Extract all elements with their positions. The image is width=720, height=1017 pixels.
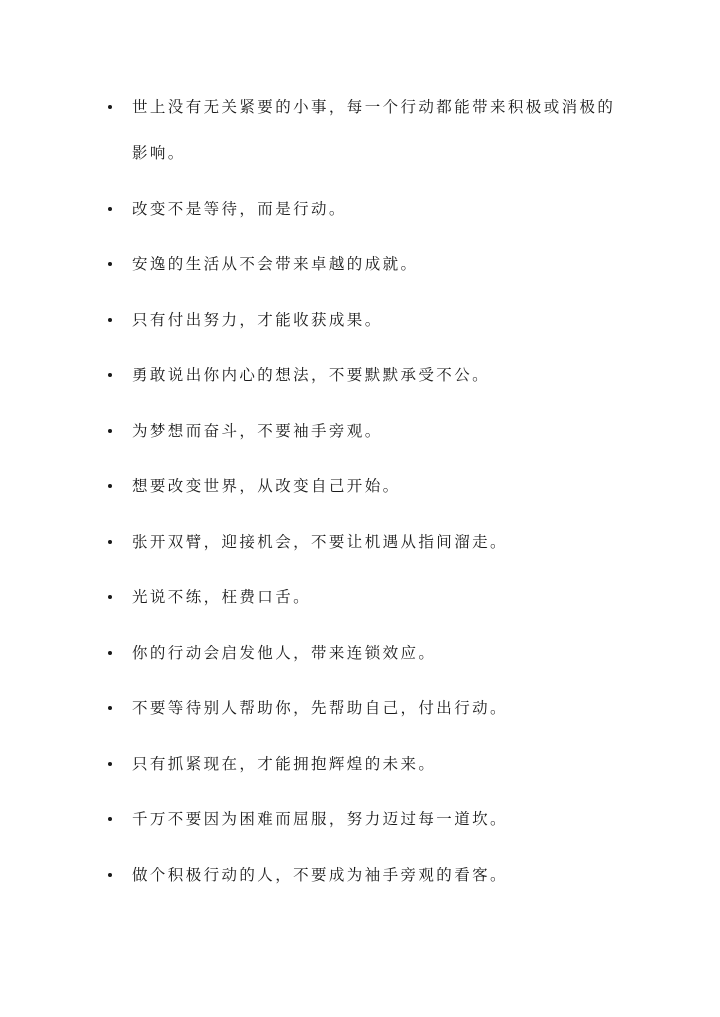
bullet-icon <box>108 484 112 488</box>
list-item-text: 做个积极行动的人，不要成为袖手旁观的看客。 <box>132 865 508 884</box>
list-item-text: 世上没有无关紧要的小事，每一个行动都能带来积极或消极的影响。 <box>132 98 616 162</box>
bullet-icon <box>108 105 112 109</box>
bullet-icon <box>108 373 112 377</box>
bullet-icon <box>108 595 112 599</box>
list-item-text: 安逸的生活从不会带来卓越的成就。 <box>132 255 419 273</box>
list-item-text: 改变不是等待，而是行动。 <box>132 199 347 218</box>
list-item <box>108 852 628 898</box>
list-item-text: 想要改变世界，从改变自己开始。 <box>132 477 401 495</box>
bullet-icon <box>108 762 112 766</box>
bullet-icon <box>108 540 112 544</box>
bullet-icon <box>108 207 112 211</box>
list-item <box>108 84 628 176</box>
list-item <box>108 796 628 842</box>
list-item <box>108 186 628 232</box>
bullet-icon <box>108 318 112 322</box>
list-item-text: 不要等待别人帮助你，先帮助自己，付出行动。 <box>132 699 508 717</box>
list-item <box>108 463 628 509</box>
list-item-text: 勇敢说出你内心的想法，不要默默承受不公。 <box>132 366 491 384</box>
bullet-icon <box>108 817 112 821</box>
quote-list <box>108 84 628 907</box>
list-item-text: 张开双臂，迎接机会，不要让机遇从指间溜走。 <box>132 532 508 551</box>
bullet-icon <box>108 873 112 877</box>
list-item-text: 你的行动会启发他人，带来连锁效应。 <box>132 643 437 662</box>
list-item <box>108 297 628 343</box>
list-item <box>108 630 628 676</box>
list-item <box>108 519 628 565</box>
bullet-icon <box>108 262 112 266</box>
list-item <box>108 352 628 398</box>
list-item <box>108 685 628 731</box>
list-item-text: 千万不要因为困难而屈服，努力迈过每一道坎。 <box>132 810 508 828</box>
list-item <box>108 408 628 454</box>
list-item <box>108 241 628 287</box>
bullet-icon <box>108 429 112 433</box>
list-item-text: 只有付出努力，才能收获成果。 <box>132 310 383 329</box>
bullet-icon <box>108 706 112 710</box>
bullet-icon <box>108 651 112 655</box>
list-item-text: 只有抓紧现在，才能拥抱辉煌的未来。 <box>132 754 437 773</box>
list-item-text: 为梦想而奋斗，不要袖手旁观。 <box>132 421 383 440</box>
list-item-text: 光说不练，枉费口舌。 <box>132 588 312 606</box>
list-item <box>108 741 628 787</box>
list-item <box>108 574 628 620</box>
